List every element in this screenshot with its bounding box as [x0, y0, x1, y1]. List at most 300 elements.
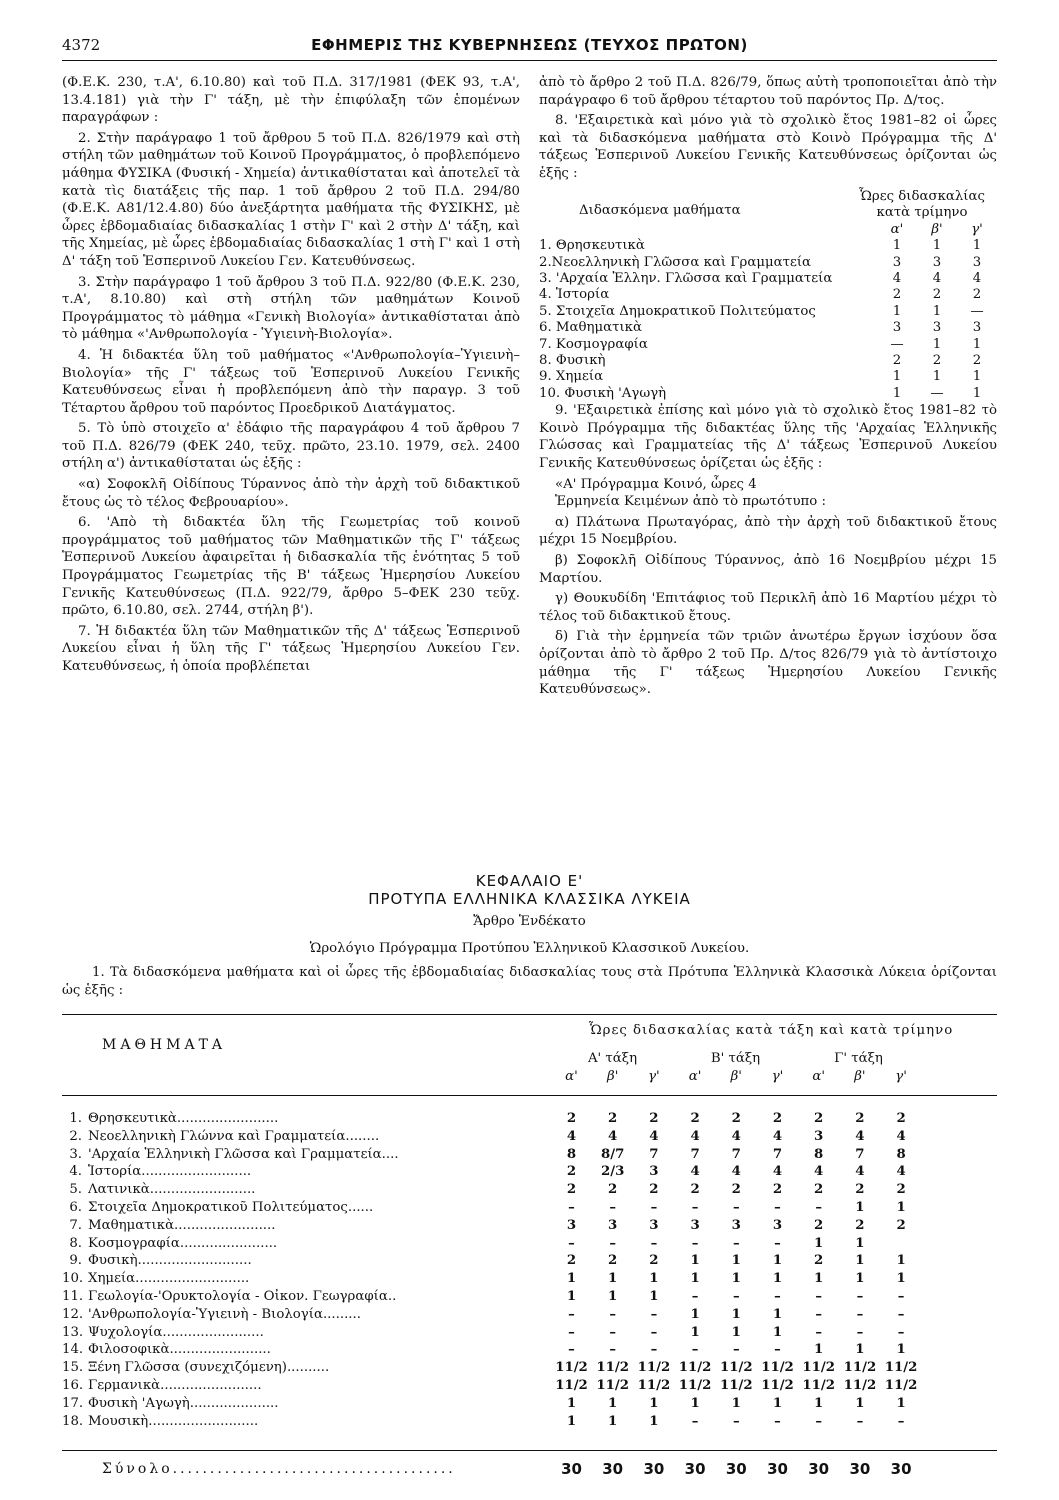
hours-cell: 1: [855, 1342, 865, 1358]
hours-cell: –: [568, 1199, 575, 1215]
subject-name: 8. Φυσικὴ: [539, 353, 606, 368]
hours-cell: –: [732, 1235, 740, 1251]
hours-cell: –: [691, 1342, 699, 1358]
hours-cell: 4: [896, 1128, 906, 1144]
small-table-hours-header: Ὧρες διδασκαλίας κατὰ τρίμηνο: [859, 188, 985, 220]
row-number: 14.: [62, 1342, 84, 1358]
left-paragraph: «α) Σοφοκλῆ Οἰδίπους Τύραννος ἀπὸ τὴν ἀρχὴ τοῦ διδακτικοῦ ἔτους ὡς τὸ τέλος Φεβρουαρίου».: [62, 477, 520, 510]
trimester-label: β': [854, 1069, 866, 1084]
quote-line: «Α' Πρόγραμμα Κοινό, ὧρες 4: [555, 476, 757, 492]
hours-cell: –: [650, 1235, 658, 1251]
hours-cell: 11/2: [596, 1377, 629, 1393]
subject-name: 'Αρχαία Ἑλληνικὴ Γλῶσσα καὶ Γραμματεία....: [88, 1146, 399, 1162]
hours-cell: 11/2: [596, 1360, 629, 1376]
hours-cell: 1: [608, 1413, 618, 1429]
hours-cell: 4: [896, 1164, 906, 1180]
subject-name: Θρησκευτικὰ........................: [88, 1111, 279, 1126]
hours-cell: 2: [892, 287, 902, 303]
subject-name: 1. Θρησκευτικὰ: [539, 238, 645, 254]
left-paragraph: 6. 'Απὸ τὴ διδακτέα ὕλη τῆς Γεωμετρίας τοῦ κοινοῦ προγράμματος τοῦ μαθήματος τῶν Μαθηματικῶν τῆς Γ' τάξεως Ἑσπερινοῦ Λυκείου ἀφαιρεῖται ἡ διδασκαλία τῆς ἑνότητας 5 τοῦ Προγράμματος Γεωμετρίας τῆς Β' τάξεως Ἡμερησίου Λυκείου Γενικῆς Κατευθύνσεως (Π.Δ. 922/79, ἄρθρο 5–ΦΕΚ 230 τεῦχ. πρῶτο, 6.10.80, σελ. 2744, στήλη β').: [62, 515, 520, 619]
intro-paragraph: 1. Τὰ διδασκόμενα μαθήματα καὶ οἱ ὧρες τῆς ἑβδομαδιαίας διδασκαλίας τους στὰ Πρότυπα Ἑλληνικὰ Κλασσικὰ Λύκεια ὁρίζονται ὡς ἑξῆς :: [62, 965, 997, 998]
small-table-header: [539, 189, 997, 221]
row-number: 11.: [62, 1288, 84, 1304]
hours-cell: 1: [731, 1324, 741, 1340]
hours-cell: 1: [892, 303, 902, 319]
row-number: 4.: [69, 1164, 82, 1180]
hours-cell: 1: [566, 1288, 577, 1304]
hours-cell: 3: [932, 320, 942, 336]
table-row: [62, 1341, 997, 1359]
small-table-row: [539, 353, 997, 369]
hours-cell: 1: [855, 1253, 865, 1269]
table-row: [62, 1235, 997, 1253]
hours-cell: 4: [566, 1128, 577, 1144]
hours-cell: 4: [814, 1164, 824, 1180]
small-table-row: [539, 271, 997, 287]
hours-cell: 2: [814, 1182, 824, 1198]
row-number: 7.: [69, 1217, 82, 1233]
hours-cell: 11/2: [761, 1360, 794, 1376]
hours-cell: 1: [896, 1271, 906, 1287]
hours-cell: 3: [690, 1217, 700, 1233]
hours-cell: –: [691, 1235, 699, 1251]
hours-cell: –: [815, 1306, 823, 1322]
hours-cell: 8: [566, 1146, 577, 1162]
hours-cell: 11/2: [884, 1360, 918, 1376]
hours-cell: 2: [972, 353, 982, 368]
hours-cell: –: [897, 1306, 905, 1322]
hours-cell: –: [568, 1235, 575, 1251]
hours-cell: –: [691, 1413, 699, 1429]
subject-name: 3. 'Αρχαία Ἑλλην. Γλῶσσα καὶ Γραμματεία: [539, 270, 833, 286]
left-paragraph: 3. Στὴν παράγραφο 1 τοῦ ἄρθρου 3 τοῦ Π.Δ. 922/80 (Φ.Ε.Κ. 230, τ.Α', 8.10.80) καὶ στὴ στήλη τῶν μαθημάτων Κοινοῦ Προγράμματος τὸ μάθημα «Γενικὴ Βιολογία» ἀντικαθίσταται ἀπὸ τὸ μάθημα «'Ανθρωπολογία - Ὑγιεινὴ-Βιολογία».: [62, 274, 520, 343]
hours-cell: 1: [731, 1271, 741, 1287]
hours-cell: 11/2: [884, 1377, 918, 1393]
trimester-label: γ': [648, 1069, 660, 1084]
hours-cell: 1: [772, 1395, 783, 1411]
hours-cell: 1: [772, 1253, 783, 1269]
hours-cell: 4: [608, 1128, 618, 1144]
small-table-row: [539, 304, 997, 320]
hours-cell: 3: [892, 320, 902, 336]
class-header: Β' τάξη: [710, 1051, 761, 1066]
hours-cell: –: [732, 1288, 740, 1304]
total-cell: 30: [684, 1460, 706, 1479]
hours-cell: 1: [892, 385, 902, 401]
hours-cell: 2: [814, 1217, 824, 1233]
hours-cell: –: [774, 1235, 781, 1251]
right-paragraph: 8. 'Εξαιρετικὰ καὶ μόνο γιὰ τὸ σχολικὸ ἔτος 1981–82 οἱ ὧρες καὶ τὰ διδασκόμενα μαθήματα στὸ Κοινὸ Πρόγραμμα τῆς Δ' τάξεως Ἑσπερινοῦ Λυκείου Γενικῆς Κατευθύνσεως ὁρίζονται ὡς ἑξῆς :: [539, 113, 997, 181]
subject-name: Νεοελληνικὴ Γλώννα καὶ Γραμματεία........: [88, 1128, 380, 1144]
hours-cell: 2: [896, 1182, 906, 1198]
hours-cell: 1: [855, 1271, 865, 1287]
subject-name: Χημεία...........................: [88, 1271, 250, 1287]
table-row: [62, 1324, 997, 1342]
hours-cell: 11/2: [719, 1377, 753, 1393]
subject-name: 10. Φυσικὴ 'Αγωγὴ: [539, 385, 667, 401]
hours-header: Ὧρες διδασκαλίας κατὰ τάξη καὶ κατὰ τρίμηνο: [588, 1023, 954, 1038]
trimester-label: γ': [771, 1069, 784, 1084]
hours-cell: –: [774, 1288, 781, 1304]
row-number: 5.: [69, 1182, 82, 1198]
hours-cell: 1: [690, 1253, 700, 1269]
hours-cell: 11/2: [678, 1360, 712, 1376]
table-row: [62, 1146, 997, 1164]
subject-name: 7. Κοσμογραφία: [539, 336, 648, 352]
small-table-subjects-header: Διδασκόμενα μαθήματα: [579, 202, 741, 218]
small-table-trimesters: [539, 221, 997, 239]
hours-cell: 7: [855, 1146, 865, 1162]
hours-cell: 2: [932, 287, 942, 303]
hours-cell: 2: [649, 1182, 659, 1198]
row-number: 6.: [69, 1199, 82, 1215]
hours-cell: 3: [731, 1217, 741, 1233]
hours-cell: 4: [892, 270, 902, 286]
hours-cell: 3: [814, 1128, 824, 1144]
hours-cell: 1: [690, 1271, 700, 1287]
class-header: Α' τάξη: [587, 1051, 638, 1066]
hours-cell: 1: [896, 1342, 906, 1358]
hours-cell: 1: [566, 1395, 577, 1411]
subject-name: Κοσμογραφία.......................: [88, 1235, 278, 1251]
hours-cell: 4: [731, 1164, 741, 1180]
hours-cell: 1: [690, 1395, 700, 1411]
hours-cell: 4: [772, 1164, 783, 1180]
table-row: [62, 1377, 997, 1395]
subject-name: Ξένη Γλῶσσα (συνεχιζόμενη)..........: [88, 1360, 330, 1376]
right-column: [539, 74, 997, 702]
hours-cell: 4: [855, 1164, 865, 1180]
hours-cell: 3: [649, 1164, 659, 1180]
hours-cell: 3: [892, 254, 902, 270]
hours-cell: 2: [972, 287, 982, 303]
hours-cell: 2: [855, 1111, 865, 1126]
table-row: [62, 1128, 997, 1146]
hours-cell: 11/2: [555, 1360, 588, 1376]
hours-cell: –: [815, 1413, 823, 1429]
hours-cell: –: [732, 1413, 740, 1429]
hours-cell: 2: [814, 1253, 824, 1269]
hours-cell: 1: [649, 1395, 659, 1411]
list-item: α) Πλάτωνα Πρωταγόρας, ἀπὸ τὴν ἀρχὴ τοῦ διδακτικοῦ ἔτους μέχρι 15 Νοεμβρίου.: [539, 514, 997, 548]
left-paragraph: 4. Ἡ διδακτέα ὕλη τοῦ μαθήματος «'Ανθρωπολογία–Ὑγιεινὴ–Βιολογία» τῆς Γ' τάξεως τοῦ Ἑσπερινοῦ Λυκείου Γενικῆς Κατευθύνσεως εἶναι ἡ προβλεπόμενη ἀπὸ τὴν παραγρ. 3 τοῦ Τέταρτου ἄρθρου τοῦ παρόντος Προεδρικοῦ Διατάγματος.: [62, 347, 520, 416]
left-paragraph: 2. Στὴν παράγραφο 1 τοῦ ἄρθρου 5 τοῦ Π.Δ. 826/1979 καὶ στὴ στήλη τῶν μαθημάτων τοῦ Κοινοῦ Προγράμματος, ὁ προβλεπόμενο μάθημα ΦΥΣΙΚΑ (Φυσική - Χημεία) ἀντικαθίσταται καὶ ἀποτελεῖ τὰ κατὰ τὶς διατάξεις τῆς παρ. 1 τοῦ ἄρθρου 2 τοῦ Π.Δ. 294/80 (Φ.Ε.Κ. Α81/12.4.80) δύο ἀνεξάρτητα μαθήματα τῆς ΦΥΣΙΚΗΣ, μὲ ὧρες ἑβδομαδιαίας διδασκαλίας 1 στὴν Γ' καὶ 2 στὴν Δ' τάξη, καὶ τῆς Χημείας, μὲ ὧρες ἑβδομαδιαίας διδασκαλίας 1 στὴ Γ' καὶ 1 στὴ Δ' τάξη τοῦ Ἑσπερινοῦ Λυκείου Γεν. Κατευθύνσεως.: [62, 130, 520, 269]
subject-name: Γεωλογία-'Ορυκτολογία - Οἰκον. Γεωγραφία..: [88, 1288, 397, 1304]
hours-cell: 2: [772, 1182, 783, 1198]
table-row: [62, 1252, 997, 1270]
hours-cell: 4: [855, 1128, 865, 1144]
subject-name: 6. Μαθηματικὰ: [539, 320, 642, 336]
hours-cell: –: [897, 1324, 905, 1340]
hours-cell: 3: [932, 254, 942, 270]
hours-cell: 4: [690, 1164, 700, 1180]
hours-cell: 8: [896, 1146, 906, 1162]
right-paragraph: ἀπὸ τὸ ἄρθρο 2 τοῦ Π.Δ. 826/79, ὅπως αὐτὴ τροποποιεῖται ἀπὸ τὴν παράγραφο 6 τοῦ ἄρθρου τέταρτου τοῦ παρόντος Πρ. Δ/τος.: [539, 75, 997, 108]
small-table-row: [539, 386, 997, 402]
subject-name: Γερμανικὰ........................: [88, 1377, 262, 1393]
trimester-label: α': [812, 1069, 825, 1084]
hours-cell: 11/2: [719, 1360, 753, 1376]
hours-cell: –: [650, 1324, 658, 1340]
row-number: 18.: [62, 1413, 84, 1429]
hours-cell: 7: [731, 1146, 741, 1162]
small-table-row: [539, 287, 997, 303]
hours-cell: –: [609, 1324, 617, 1340]
hours-cell: 11/2: [802, 1377, 835, 1393]
row-number: 8.: [69, 1235, 82, 1251]
hours-cell: 2: [608, 1111, 618, 1126]
hours-cell: 7: [690, 1146, 700, 1162]
hours-cell: –: [691, 1199, 699, 1215]
hours-cell: —: [930, 385, 944, 401]
row-number: 2.: [69, 1128, 82, 1144]
hours-cell: 2: [731, 1111, 741, 1126]
table-row: [62, 1217, 997, 1235]
hours-cell: –: [568, 1306, 575, 1322]
total-cell: 30: [849, 1460, 871, 1479]
hours-cell: 2: [566, 1253, 577, 1269]
small-table-row: [539, 320, 997, 336]
hours-cell: 1: [649, 1288, 659, 1304]
hours-cell: 1: [855, 1395, 865, 1411]
hours-cell: 3: [972, 320, 982, 336]
article-heading: Ἄρθρο Ἑνδέκατο: [473, 914, 586, 929]
small-table-row: [539, 238, 997, 254]
row-number: 16.: [62, 1377, 84, 1393]
hours-cell: –: [609, 1342, 617, 1358]
subject-name: Φιλοσοφικὰ........................: [88, 1342, 271, 1358]
hours-cell: 4: [649, 1128, 659, 1144]
hours-cell: 2: [896, 1217, 906, 1233]
hours-cell: 11/2: [761, 1377, 794, 1393]
hours-cell: 8/7: [601, 1146, 625, 1162]
hours-cell: –: [732, 1342, 740, 1358]
document-page: [62, 34, 997, 1479]
hours-cell: –: [774, 1413, 781, 1429]
hours-cell: 11/2: [555, 1377, 588, 1393]
hours-cell: 1: [814, 1395, 824, 1411]
subject-name: 2.Νεοελληνικὴ Γλῶσσα καὶ Γραμματεία: [539, 254, 812, 270]
hours-cell: 4: [972, 270, 982, 286]
hours-cell: 1: [731, 1253, 741, 1269]
hours-cell: 1: [855, 1235, 865, 1251]
trimester-label: β': [607, 1069, 619, 1084]
hours-cell: 1: [932, 238, 942, 254]
hours-cell: 1: [892, 369, 902, 385]
hours-cell: 1: [608, 1271, 618, 1287]
trimester-label: α': [688, 1069, 702, 1084]
total-cell: 30: [725, 1460, 747, 1479]
hours-cell: 11/2: [678, 1377, 712, 1393]
total-label: Σύνολο......................................: [102, 1461, 456, 1478]
row-number: 17.: [62, 1395, 84, 1411]
hours-cell: 1: [896, 1253, 906, 1269]
hours-cell: 1: [690, 1324, 700, 1340]
hours-cell: –: [609, 1235, 617, 1251]
hours-cell: 2: [566, 1182, 577, 1198]
hours-cell: 2: [855, 1182, 865, 1198]
row-number: 10.: [62, 1271, 84, 1287]
chapter-subtitle: ΠΡΟΤΥΠΑ ΕΛΛΗΝΙΚΑ ΚΛΑΣΣΙΚΑ ΛΥΚΕΙΑ: [368, 890, 691, 908]
hours-cell: –: [856, 1288, 864, 1304]
hours-cell: 3: [608, 1217, 618, 1233]
hours-cell: 1: [972, 369, 982, 385]
total-cell: 30: [561, 1460, 582, 1479]
page-header: [62, 34, 997, 61]
left-paragraph: 7. Ἡ διδακτέα ὕλη τῶν Μαθηματικῶν τῆς Δ' τάξεως Ἑσπερινοῦ Λυκείου εἶναι ἡ ὕλη τῆς Γ' τάξεως Ἡμερησίου Λυκείου Γεν. Κατευθύνσεως, ἡ ὁποία προβλέπεται: [62, 623, 520, 674]
list-item: δ) Γιὰ τὴν ἑρμηνεία τῶν τριῶν ἀνωτέρω ἔργων ἰσχύουν ὅσα ὁρίζονται ἀπὸ τὸ ἄρθρο 2 τοῦ Πρ. Δ/τος 826/79 γιὰ τὸ ἀντίστοιχο μάθημα τῆς Γ' τάξεως Ἡμερησίου Λυκείου Γενικῆς Κατευθύνσεως».: [539, 629, 997, 698]
timetable-total-row: [62, 1450, 997, 1481]
quote-line: Ἑρμηνεία Κειμένων ἀπὸ τὸ πρωτότυπο :: [555, 494, 826, 510]
hours-cell: 1: [566, 1413, 577, 1429]
hours-cell: 1: [972, 238, 982, 254]
hours-cell: 1: [892, 238, 902, 254]
hours-cell: 3: [772, 1217, 783, 1233]
hours-cell: 11/2: [843, 1377, 877, 1393]
hours-cell: 2/3: [601, 1164, 625, 1180]
hours-cell: –: [815, 1199, 823, 1215]
hours-cell: 1: [932, 303, 942, 319]
table-row: [62, 1395, 997, 1413]
row-number: 3.: [69, 1146, 82, 1162]
hours-cell: 11/2: [637, 1360, 671, 1376]
hours-cell: 1: [608, 1395, 618, 1411]
hours-cell: 4: [772, 1128, 783, 1144]
subject-name: Φυσικὴ 'Αγωγὴ.....................: [88, 1395, 279, 1411]
subject-name: 'Ανθρωπολογία-Ὑγιεινὴ - Βιολογία.........: [88, 1306, 361, 1322]
hours-cell: —: [970, 303, 984, 319]
subject-name: Μουσικὴ..........................: [88, 1413, 259, 1429]
hours-cell: –: [856, 1324, 864, 1340]
list-item: γ) Θουκυδίδη 'Επιτάφιος τοῦ Περικλῆ ἀπὸ 16 Μαρτίου μέχρι τὸ τέλος τοῦ διδακτικοῦ ἔτους.: [539, 591, 997, 624]
subject-name: Μαθηματικὰ........................: [88, 1217, 276, 1233]
hours-cell: 3: [566, 1217, 577, 1233]
hours-cell: 1: [772, 1271, 783, 1287]
trimester-label: γ': [895, 1069, 907, 1084]
hours-cell: –: [774, 1199, 781, 1215]
trimester-label: β': [730, 1069, 742, 1084]
hours-cell: 1: [896, 1199, 906, 1215]
trimester-label: β': [931, 221, 943, 237]
hours-cell: 3: [972, 254, 982, 270]
subject-name: 9. Χημεία: [539, 369, 604, 385]
hours-cell: –: [897, 1288, 905, 1304]
small-table-row: [539, 337, 997, 353]
journal-title: ΕΦΗΜΕΡΙΣ ΤΗΣ ΚΥΒΕΡΝΗΣΕΩΣ (ΤΕΥΧΟΣ ΠΡΩΤΟΝ): [311, 36, 748, 54]
row-number: 13.: [62, 1324, 84, 1340]
table-row: [62, 1163, 997, 1181]
row-number: 9.: [69, 1253, 82, 1269]
hours-cell: 1: [896, 1395, 906, 1411]
total-cell: 30: [890, 1460, 912, 1479]
total-cell: 30: [767, 1460, 788, 1479]
trimester-label: α': [890, 221, 904, 237]
table-row: [62, 1413, 997, 1431]
total-cell: 30: [643, 1460, 665, 1479]
small-table-body: [539, 238, 997, 402]
subjects-column-header: ΜΑΘΗΜΑΤΑ: [102, 1037, 227, 1053]
hours-cell: 1: [649, 1413, 659, 1429]
hours-cell: –: [774, 1342, 781, 1358]
hours-cell: 3: [649, 1217, 659, 1233]
hours-cell: 4: [690, 1128, 700, 1144]
hours-cell: 11/2: [802, 1360, 835, 1376]
table-row: [62, 1110, 997, 1128]
hours-cell: 2: [566, 1164, 577, 1180]
small-table-row: [539, 255, 997, 271]
hours-cell: —: [890, 336, 904, 352]
hours-cell: 1: [731, 1306, 741, 1322]
hours-cell: –: [815, 1288, 823, 1304]
hours-cell: 1: [814, 1235, 824, 1251]
hours-cell: –: [650, 1199, 658, 1215]
left-paragraph: 5. Τὸ ὑπὸ στοιχεῖο α' ἐδάφιο τῆς παραγράφου 4 τοῦ ἄρθρου 7 τοῦ Π.Δ. 826/79 (ΦΕΚ 240, τεῦχ. πρῶτο, 23.10. 1979, σελ. 2400 στήλη α') ἀντικαθίσταται ὡς ἑξῆς :: [62, 421, 520, 472]
small-table-row: [539, 369, 997, 385]
total-cell: 30: [808, 1460, 830, 1479]
hours-cell: 1: [855, 1199, 865, 1215]
hours-cell: 2: [855, 1217, 865, 1233]
hours-cell: 2: [608, 1253, 618, 1269]
timetable-header: [62, 1015, 997, 1096]
hours-cell: 8: [814, 1146, 824, 1162]
hours-cell: 2: [772, 1111, 783, 1126]
hours-cell: 7: [772, 1146, 783, 1162]
hours-cell: –: [650, 1306, 658, 1322]
trimester-label: α': [565, 1069, 578, 1084]
subject-name: 5. Στοιχεῖα Δημοκρατικοῦ Πολιτεύματος: [539, 303, 816, 319]
hours-cell: 4: [731, 1128, 741, 1144]
list-item: β) Σοφοκλῆ Οἰδίπους Τύραννος, ἀπὸ 16 Νοεμβρίου μέχρι 15 Μαρτίου.: [539, 552, 997, 586]
table-row: [62, 1306, 997, 1324]
timetable: [62, 1014, 997, 1481]
hours-cell: 1: [814, 1271, 824, 1287]
subject-name: Ἱστορία..........................: [88, 1164, 252, 1180]
hours-cell: –: [650, 1342, 658, 1358]
hours-cell: –: [568, 1324, 575, 1340]
total-cell: 30: [602, 1460, 624, 1479]
hours-cell: 2: [608, 1182, 618, 1198]
page-number: 4372: [62, 36, 101, 54]
subject-name: Φυσικὴ...........................: [88, 1253, 252, 1269]
hours-cell: 1: [608, 1288, 618, 1304]
hours-cell: 1: [772, 1324, 783, 1340]
left-paragraph: (Φ.Ε.Κ. 230, τ.Α', 6.10.80) καὶ τοῦ Π.Δ. 317/1981 (ΦΕΚ 93, τ.Α', 13.4.181) γιὰ τὴν Γ' τάξη, μὲ τὴν ἐπιφύλαξη τῶν ἑπομένων παραγράφων :: [62, 75, 520, 126]
trimester-label: γ': [971, 221, 983, 237]
hours-cell: 2: [932, 353, 942, 368]
row-number: 12.: [62, 1306, 84, 1322]
hours-cell: 1: [972, 336, 982, 352]
hours-cell: –: [856, 1413, 864, 1429]
hours-cell: 2: [690, 1182, 700, 1198]
row-number: 15.: [62, 1360, 84, 1376]
chapter-title: ΚΕΦΑΛΑΙΟ Ε': [475, 872, 584, 890]
hours-cell: 1: [731, 1395, 741, 1411]
hours-cell: –: [609, 1306, 617, 1322]
class-header: Γ' τάξη: [834, 1051, 883, 1066]
subject-name: Στοιχεῖα Δημοκρατικοῦ Πολιτεύματος......: [88, 1199, 374, 1215]
hours-cell: 1: [972, 385, 982, 401]
left-column: [62, 74, 520, 679]
table-row: [62, 1288, 997, 1306]
schedule-title: Ὡρολόγιο Πρόγραμμα Προτύπου Ἑλληνικοῦ Κλασσικοῦ Λυκείου.: [309, 941, 750, 956]
hours-cell: 2: [892, 353, 902, 368]
subject-name: 4. Ἱστορία: [539, 287, 610, 303]
hours-cell: –: [815, 1324, 823, 1340]
hours-cell: 1: [932, 369, 942, 385]
hours-cell: 1: [932, 336, 942, 352]
hours-cell: 2: [690, 1111, 700, 1126]
table-row: [62, 1181, 997, 1199]
